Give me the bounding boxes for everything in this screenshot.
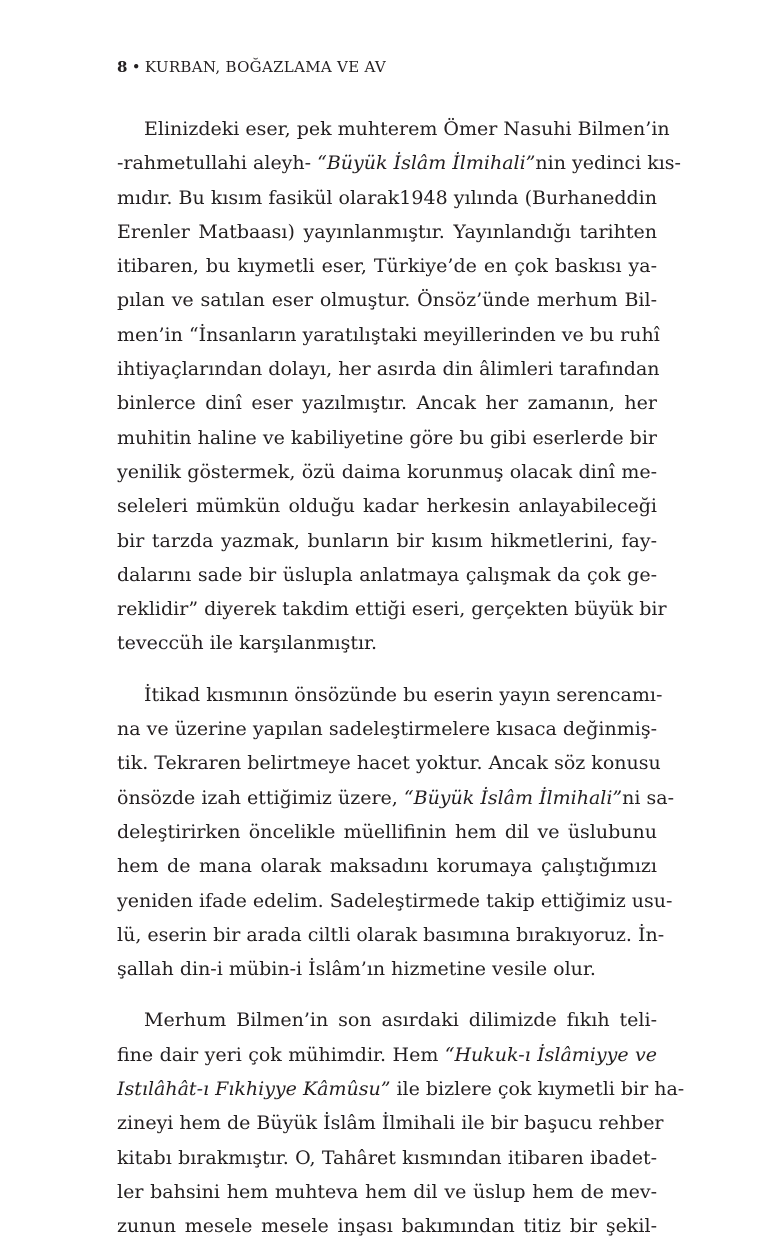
text-line: [117, 1209, 657, 1243]
text-line: [117, 626, 657, 660]
text-line: [117, 781, 675, 815]
text-line: [117, 489, 657, 523]
text-line: [117, 283, 657, 317]
text-line: [117, 421, 657, 455]
text-segment: ni sa-: [622, 786, 675, 809]
text-line: [117, 1141, 657, 1175]
text-segment: bir tarzda yazmak, bunların bir kısım hikmetlerini, fay-: [117, 529, 657, 552]
text-line: [117, 215, 657, 249]
text-segment: deleştirirken öncelikle müellifinin hem dil ve üslubunu: [117, 820, 657, 843]
text-line: [117, 524, 657, 558]
running-header: [117, 58, 386, 76]
text-line: [117, 952, 657, 986]
text-segment: Elinizdeki eser, pek muhterem Ömer Nasuhi Bilmen’in: [144, 118, 670, 140]
text-segment: hem de mana olarak maksadını korumaya çalıştığımızı: [117, 855, 657, 878]
text-line: [117, 318, 660, 352]
text-line: [117, 181, 657, 215]
italic-title: Istılâhât-ı Fıkhiyye Kâmûsu”: [117, 1078, 391, 1101]
text-segment: Erenler Matbaası) yayınlanmıştır. Yayınlandığı tarihten: [117, 220, 657, 243]
text-segment: teveccüh ile karşılanmıştır.: [117, 632, 378, 655]
text-line: [117, 849, 657, 883]
text-line: [117, 352, 660, 386]
text-line: [117, 558, 657, 592]
text-segment: zineyi hem de Büyük İslâm İlmihali ile bir başucu rehber: [117, 1112, 664, 1135]
text-segment: önsözde izah ettiğimiz üzere,: [117, 786, 404, 809]
paragraph: [117, 678, 675, 987]
text-segment: ler bahsini hem muhteva hem dil ve üslup hem de mev-: [117, 1180, 657, 1203]
text-segment: pılan ve satılan eser olmuştur. Önsöz’ünde merhum Bil-: [117, 289, 657, 312]
text-line: [117, 146, 681, 180]
text-line: [117, 455, 657, 489]
text-segment: ihtiyaçlarından dolayı, her asırda din âlimleri tarafından: [117, 358, 660, 381]
paragraph: [117, 112, 681, 661]
text-segment: Merhum Bilmen’in son asırdaki dilimizde fıkıh teli-: [144, 1009, 657, 1032]
text-line: [117, 884, 673, 918]
text-line: [117, 678, 663, 712]
text-line: [117, 712, 657, 746]
text-segment: İtikad kısmının önsözünde bu eserin yayın serencamı-: [144, 683, 663, 706]
page-number: 8: [117, 58, 128, 76]
text-line: [117, 112, 670, 146]
text-segment: men’in “İnsanların yaratılıştaki meyillerinden ve bu ruhî: [117, 323, 660, 346]
text-segment: lü, eserin bir arada ciltli olarak basımına bırakıyoruz. İn-: [117, 923, 665, 946]
paragraph: [117, 1003, 685, 1243]
text-line: [117, 249, 657, 283]
chapter-title: KURBAN, BOĞAZLAMA VE AV: [144, 58, 387, 76]
paragraph-gap: [117, 986, 657, 1003]
text-line: [117, 592, 667, 626]
text-segment: reklidir” diyerek takdim ettiği eseri, gerçekten büyük bir: [117, 598, 667, 621]
header-bullet: •: [131, 58, 141, 76]
text-segment: seleleri mümkün olduğu kadar herkesin anlayabileceği: [117, 495, 657, 518]
text-segment: kitabı bırakmıştır. O, Tahâret kısmından itibaren ibadet-: [117, 1146, 657, 1169]
text-segment: muhitin haline ve kabiliyetine göre bu gibi eserlerde bir: [117, 426, 657, 449]
paragraph-gap: [117, 661, 657, 678]
italic-title: “Büyük İslâm İlmihali”: [317, 152, 536, 175]
text-segment: mıdır. Bu kısım fasikül olarak1948 yılında (Burhaneddin: [117, 186, 657, 209]
text-line: [117, 1072, 685, 1106]
text-segment: itibaren, bu kıymetli eser, Türkiye’de en çok baskısı ya-: [117, 255, 657, 278]
text-line: [117, 386, 657, 420]
text-segment: binlerce dinî eser yazılmıştır. Ancak her zamanın, her: [117, 392, 657, 415]
text-segment: tik. Tekraren belirtmeye hacet yoktur. Ancak söz konusu: [117, 752, 661, 775]
text-line: [117, 1038, 657, 1072]
italic-title: “Hukuk-ı İslâmiyye ve: [444, 1043, 657, 1066]
text-line: [117, 1106, 664, 1140]
text-line: [117, 1003, 657, 1037]
text-segment: zunun mesele mesele inşası bakımından titiz bir şekil-: [117, 1215, 657, 1238]
text-segment: nin yedinci kıs-: [535, 152, 681, 175]
text-line: [117, 746, 661, 780]
text-segment: na ve üzerine yapılan sadeleştirmelere kısaca değinmiş-: [117, 718, 657, 741]
text-segment: yeniden ifade edelim. Sadeleştirmede takip ettiğimiz usu-: [117, 889, 673, 912]
text-segment: -rahmetullahi aleyh-: [117, 152, 318, 175]
text-line: [117, 815, 657, 849]
text-segment: fine dair yeri çok mühimdir. Hem: [117, 1043, 445, 1066]
text-segment: dalarını sade bir üslupla anlatmaya çalışmak da çok ge-: [117, 563, 657, 586]
text-segment: ile bizlere çok kıymetli bir ha-: [390, 1078, 685, 1101]
text-line: [117, 918, 665, 952]
text-segment: şallah din-i mübin-i İslâm’ın hizmetine vesile olur.: [117, 958, 596, 981]
body-text: [117, 112, 685, 1244]
text-segment: yenilik göstermek, özü daima korunmuş olacak dinî me-: [117, 460, 657, 483]
text-line: [117, 1175, 657, 1209]
italic-title: “Büyük İslâm İlmihali”: [403, 786, 623, 809]
